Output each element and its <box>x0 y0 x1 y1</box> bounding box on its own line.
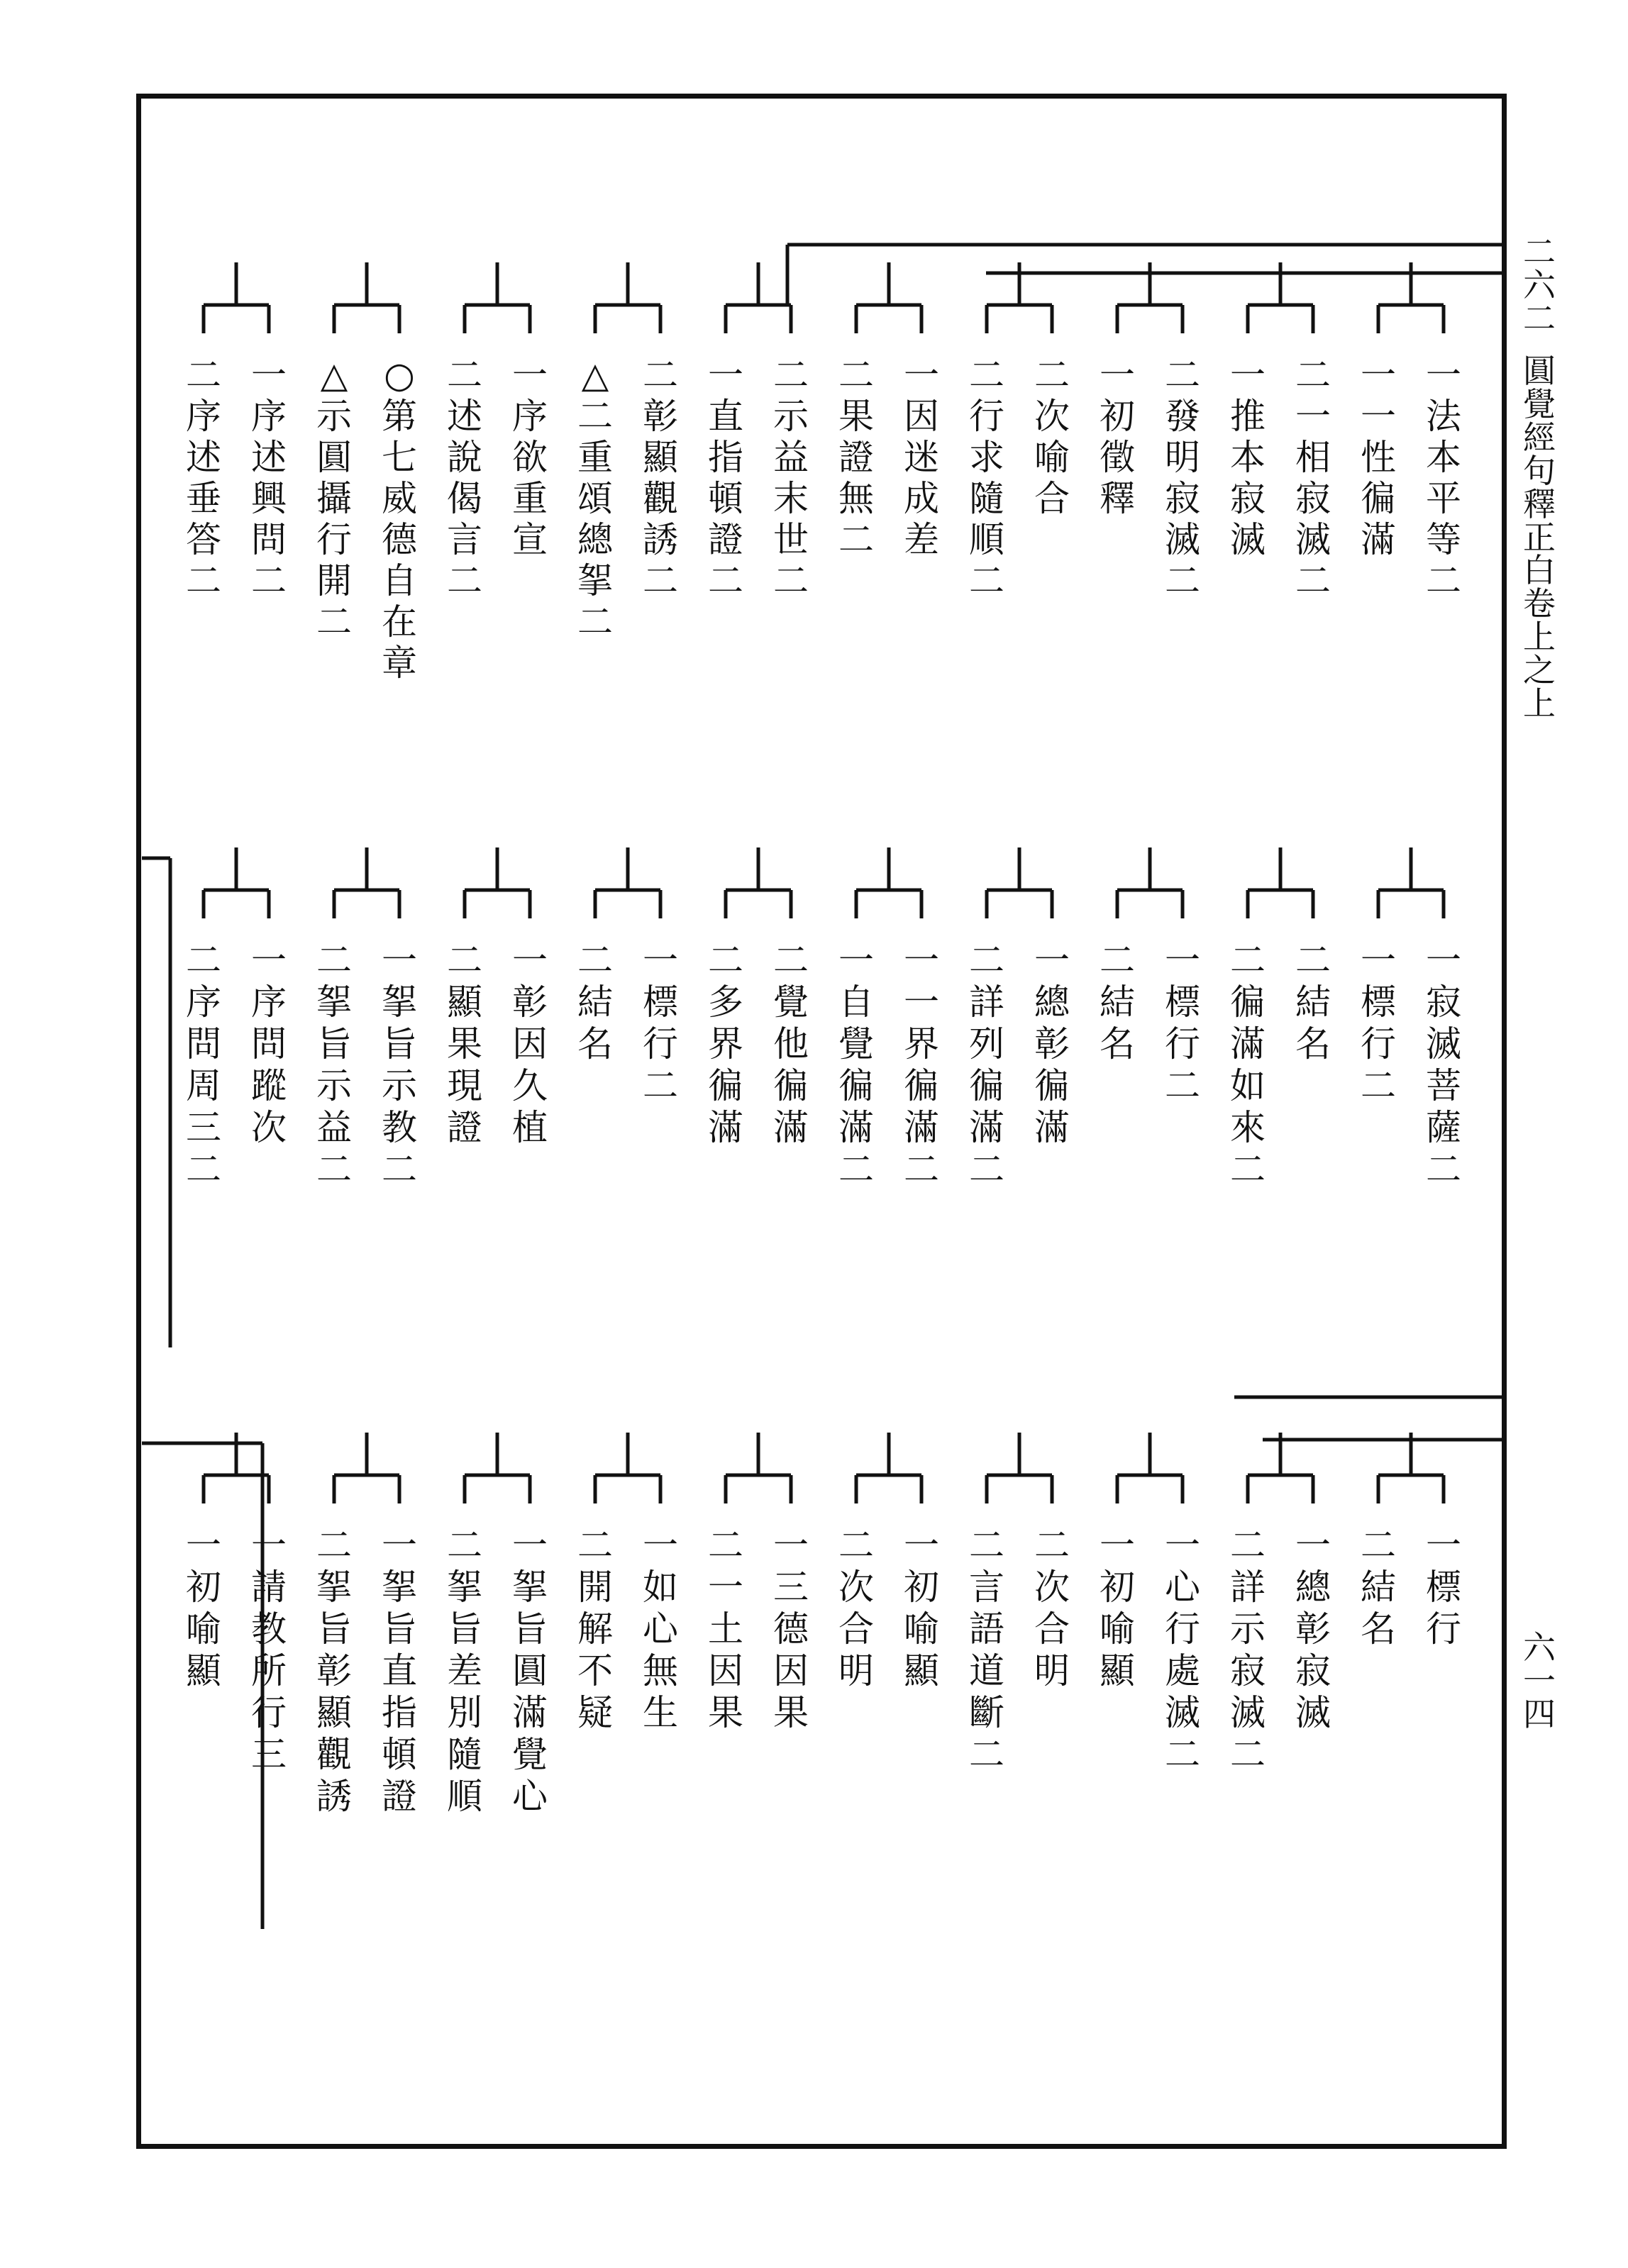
middle-outline-column: 二 序 問 周 三 二 <box>186 940 221 1190</box>
bottom-outline-column: 一 心 行 處 滅 二 <box>1165 1525 1200 1775</box>
top-outline-column: 二 示 益 末 世 二 <box>773 355 809 601</box>
running-title: 圓 覺 經 句 釋 正 白 卷 上 之 上 <box>1523 352 1556 723</box>
top-outline-column: 二 一 相 寂 滅 二 <box>1295 355 1331 601</box>
top-outline-column: 一 序 欲 重 宣 <box>512 355 548 560</box>
bottom-outline-column: 二 一 土 因 果 <box>708 1525 743 1733</box>
bottom-outline-column: 一 三 德 因 果 <box>773 1525 809 1733</box>
middle-outline-column: 一 彰 因 久 植 <box>512 940 548 1148</box>
top-outline-column: △ 示 圓 攝 行 開 二 <box>316 355 352 643</box>
middle-outline-column: 二 挐 旨 示 益 二 <box>316 940 352 1190</box>
bottom-outline-column: 一 初 喻 顯 <box>186 1525 221 1691</box>
page-number: 六 一 四 <box>1523 1628 1556 1733</box>
bottom-outline-column: 一 標 行 <box>1426 1525 1461 1650</box>
top-outline-column: 二 行 求 隨 順 二 <box>969 355 1004 601</box>
bottom-outline-column: 一 初 喻 顯 <box>1100 1525 1135 1691</box>
top-outline-column: △ 二 重 頌 總 挐 二 <box>577 355 613 643</box>
middle-outline-column: 一 自 覺 徧 滿 二 <box>838 940 874 1190</box>
top-outline-column: 二 彰 顯 觀 誘 二 <box>643 355 678 601</box>
top-outline-column: 一 一 性 徧 滿 <box>1361 355 1396 560</box>
bottom-outline-column: 二 次 合 明 <box>838 1525 874 1691</box>
middle-outline-column: 一 一 界 徧 滿 二 <box>904 940 939 1190</box>
middle-outline-column: 一 序 問 蹤 次 <box>251 940 287 1148</box>
top-outline-column: 二 果 證 無 二 <box>838 355 874 560</box>
bottom-outline-column: 二 挐 旨 彰 顯 觀 誘 <box>316 1525 352 1817</box>
middle-outline-column: 二 徧 滿 如 來 二 <box>1230 940 1266 1190</box>
middle-outline-column: 二 結 名 <box>1100 940 1135 1064</box>
bottom-outline-column: 一 挐 旨 圓 滿 覺 心 <box>512 1525 548 1817</box>
middle-outline-column: 二 覺 他 徧 滿 <box>773 940 809 1148</box>
top-outline-column: 二 序 述 垂 答 二 <box>186 355 221 601</box>
middle-outline-column: 二 結 名 <box>577 940 613 1064</box>
bottom-outline-column: 二 言 語 道 斷 二 <box>969 1525 1004 1775</box>
bottom-outline-column: 一 總 彰 寂 滅 <box>1295 1525 1331 1733</box>
top-outline-column: 一 因 迷 成 差 <box>904 355 939 560</box>
middle-outline-column: 一 標 行 二 <box>643 940 678 1106</box>
top-outline-column: 一 序 述 興 問 二 <box>251 355 287 601</box>
bottom-outline-column: 二 挐 旨 差 別 隨 順 <box>447 1525 482 1817</box>
bottom-outline-column: 一 挐 旨 直 指 頓 證 <box>382 1525 417 1817</box>
top-outline-column: 一 推 本 寂 滅 <box>1230 355 1266 560</box>
middle-outline-column: 二 結 名 <box>1295 940 1331 1064</box>
middle-outline-column: 一 標 行 二 <box>1361 940 1396 1106</box>
bottom-outline-column: 一 請 教 所 行 三 <box>251 1525 287 1775</box>
top-outline-column: 一 初 徵 釋 <box>1100 355 1135 519</box>
top-outline-column: 二 發 明 寂 滅 二 <box>1165 355 1200 601</box>
bottom-outline-column: 二 詳 示 寂 滅 二 <box>1230 1525 1266 1775</box>
top-outline-column: 一 法 本 平 等 二 <box>1426 355 1461 601</box>
middle-outline-column: 一 寂 滅 菩 薩 二 <box>1426 940 1461 1190</box>
middle-outline-column: 二 詳 列 徧 滿 二 <box>969 940 1004 1190</box>
bottom-outline-column: 二 次 合 明 <box>1034 1525 1070 1691</box>
bottom-outline-column: 二 結 名 <box>1361 1525 1396 1650</box>
middle-outline-column: 二 多 界 徧 滿 <box>708 940 743 1148</box>
middle-outline-column: 一 挐 旨 示 教 二 <box>382 940 417 1190</box>
section-number: 二 六 二 <box>1523 233 1556 338</box>
top-outline-column: 二 述 說 偈 言 二 <box>447 355 482 601</box>
middle-outline-column: 一 總 彰 徧 滿 <box>1034 940 1070 1148</box>
bottom-outline-column: 一 如 心 無 生 <box>643 1525 678 1733</box>
top-outline-column: ○ 第 七 威 德 自 在 章 <box>382 355 417 684</box>
bottom-outline-column: 二 開 解 不 疑 <box>577 1525 613 1733</box>
middle-outline-column: 二 顯 果 現 證 <box>447 940 482 1148</box>
middle-outline-column: 一 標 行 二 <box>1165 940 1200 1106</box>
bottom-outline-column: 一 初 喻 顯 <box>904 1525 939 1691</box>
top-outline-column: 二 次 喻 合 <box>1034 355 1070 519</box>
top-outline-column: 一 直 指 頓 證 二 <box>708 355 743 601</box>
